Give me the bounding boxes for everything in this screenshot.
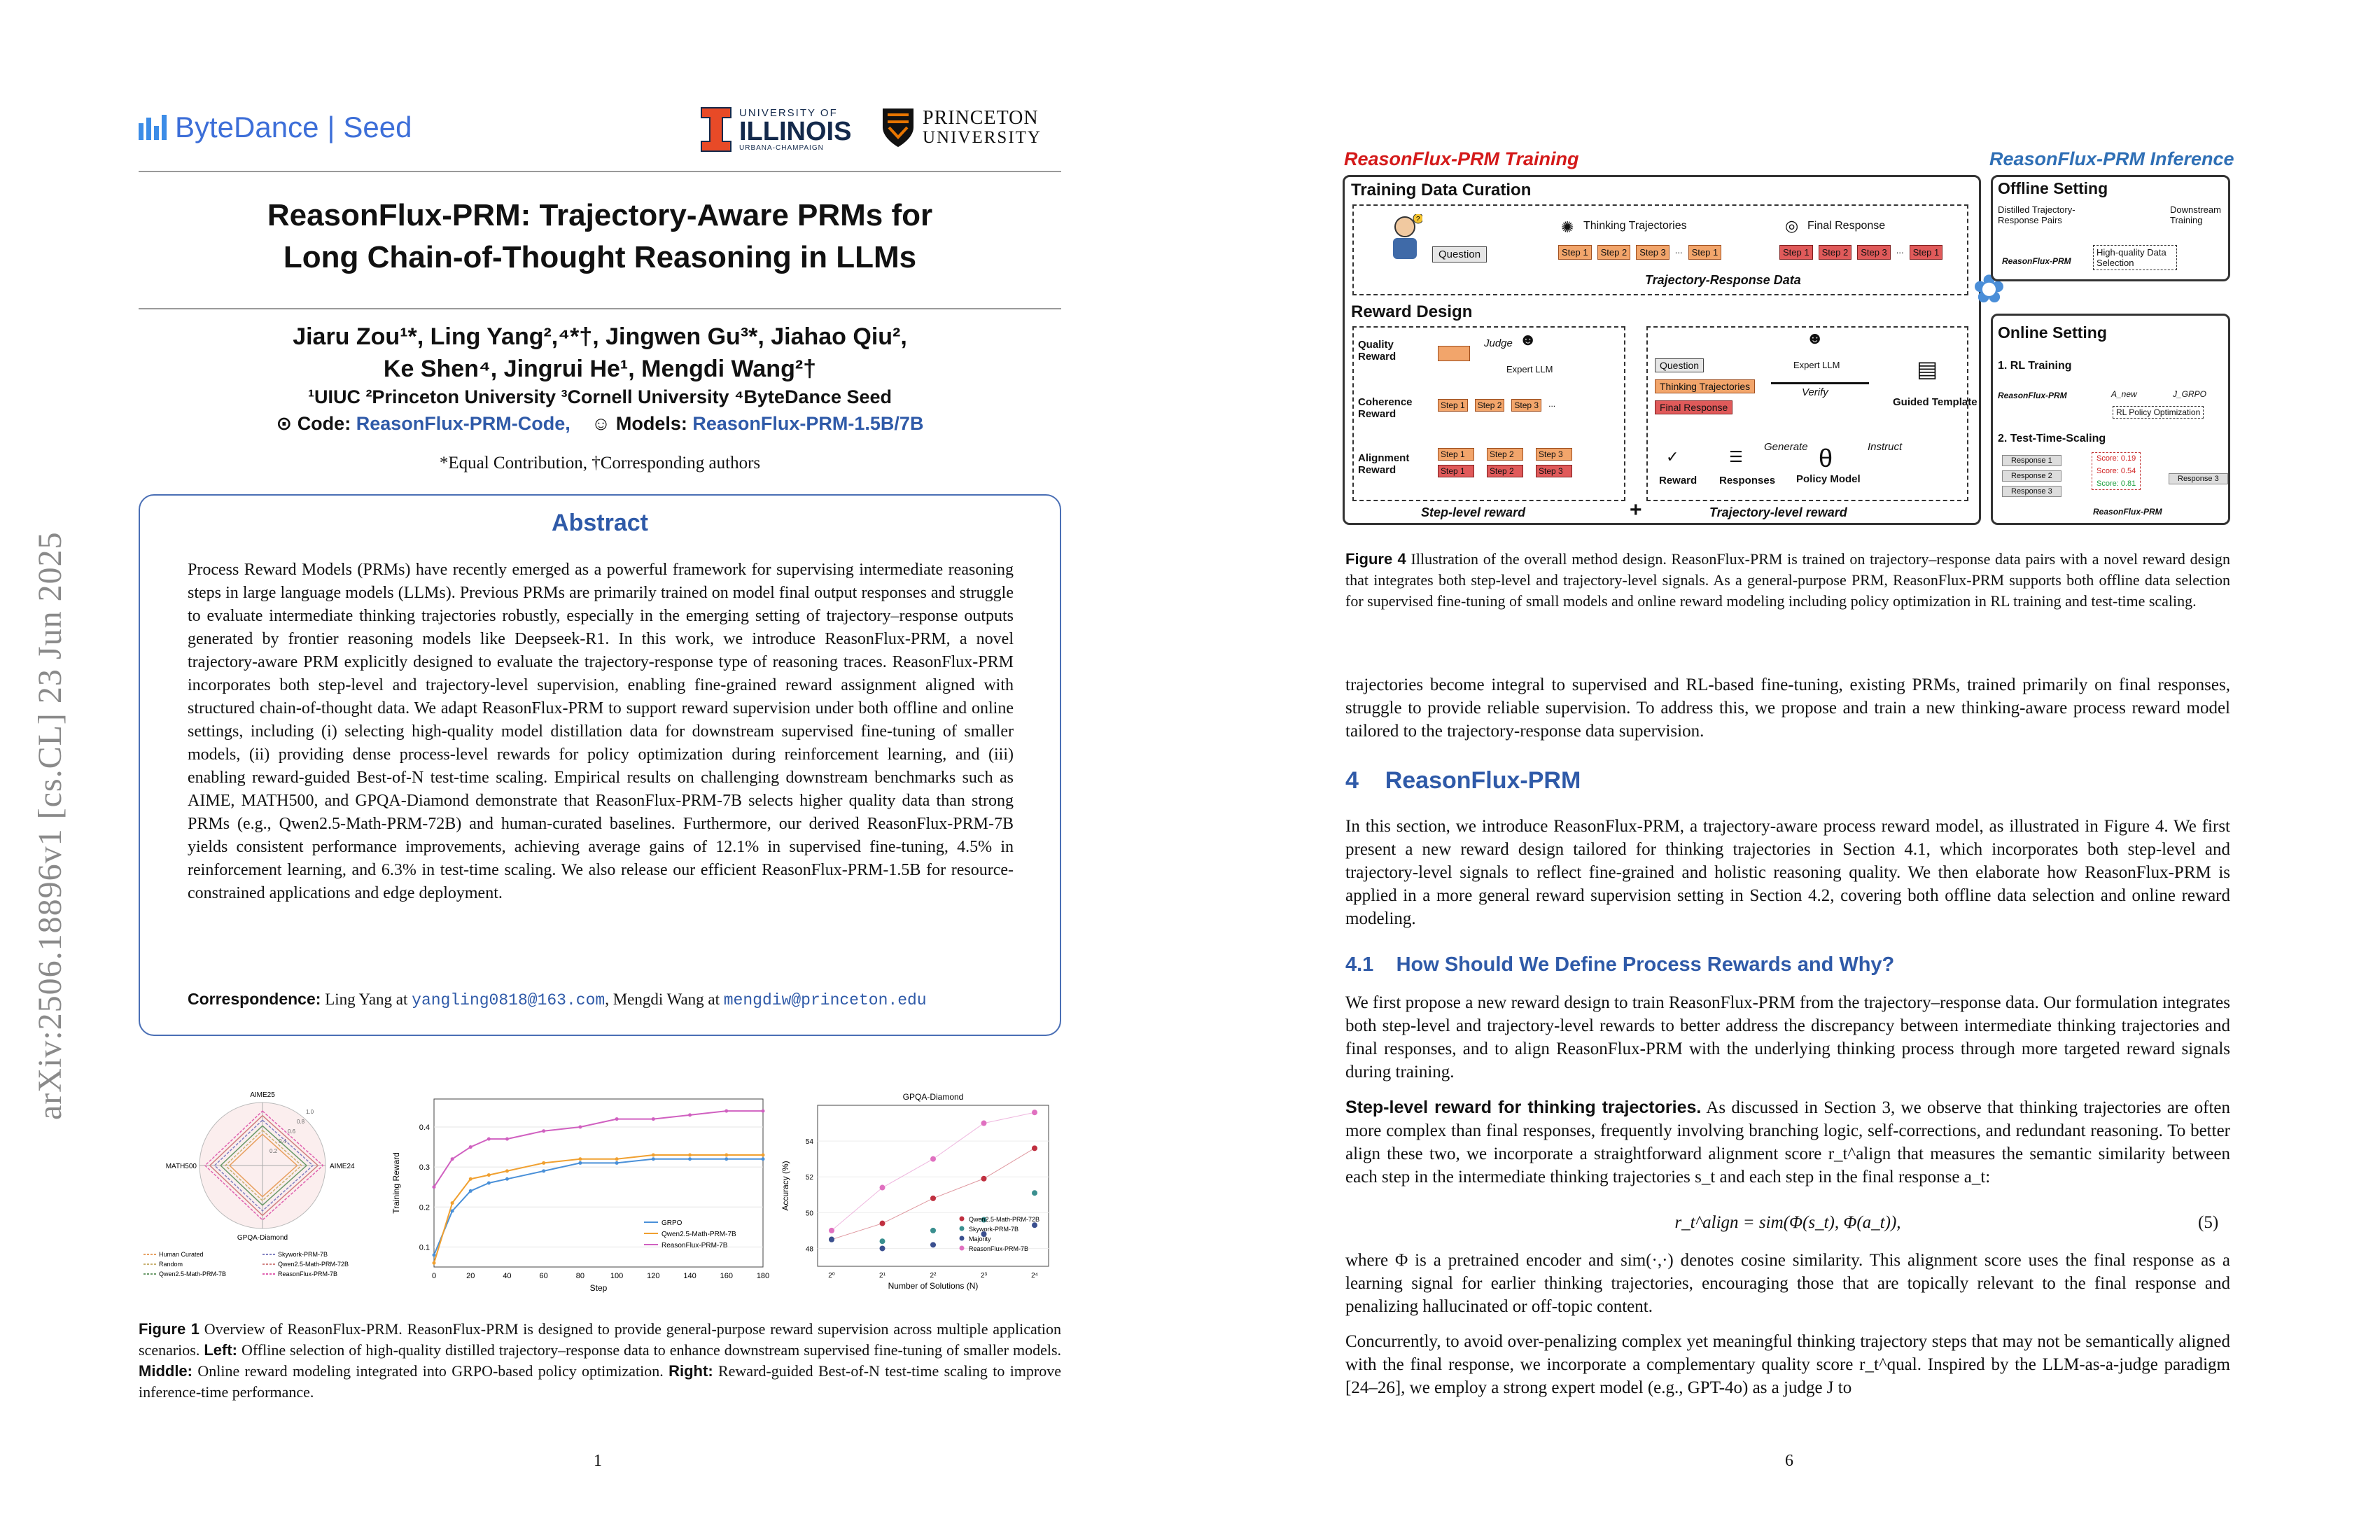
abstract-box [139, 494, 1061, 1036]
fig4-score-2: Score: 0.54 [2096, 467, 2136, 475]
coh-step-2: Step 2 [1475, 399, 1505, 412]
line-point [487, 1182, 491, 1185]
line-x-tick: 40 [503, 1272, 512, 1280]
resp-step-3: Step 3 [1857, 245, 1891, 260]
fig4-final-resp-2: Final Response [1655, 400, 1732, 414]
reward-icon: ✓ [1666, 448, 1679, 465]
gpqa-point [880, 1185, 886, 1191]
figure1-text: Overview of ReasonFlux-PRM. ReasonFlux-PRM is designed to provide general-purpose reward supervision across multiple application scenarios. [139, 1320, 1062, 1359]
fig4-offline-title: Offline Setting [1998, 179, 2108, 197]
line-y-label: Training Reward [391, 1152, 401, 1214]
fig4-judge: Judge [1484, 337, 1513, 349]
fig4-rl-policy-opt: RL Policy Optimization [2113, 406, 2204, 419]
line-point [688, 1113, 692, 1116]
line-point [469, 1189, 472, 1193]
fig4-response-1: Response 1 [2002, 455, 2062, 466]
gpqa-point [930, 1196, 936, 1201]
fig4-downstream: Downstream Training [2170, 204, 2221, 225]
line-point [542, 1129, 545, 1133]
line-y-tick: 0.3 [419, 1163, 430, 1172]
gpqa-point [981, 1176, 987, 1182]
arxiv-stamp: arXiv:2506.18896v1 [cs.CL] 23 Jun 2025 [31, 531, 69, 1120]
line-x-tick: 100 [610, 1272, 624, 1280]
equal-contribution-note: *Equal Contribution, †Corresponding authors [439, 454, 761, 472]
radar-legend-label: Human Curated [159, 1251, 204, 1258]
coh-step-3: Step 3 [1511, 399, 1541, 412]
fig4-rl-training: 1. RL Training [1998, 360, 2072, 372]
line-x-tick: 80 [575, 1272, 585, 1280]
gpqa-point [930, 1156, 936, 1162]
gpqa-legend-marker [960, 1226, 965, 1231]
abstract-title: Abstract [552, 510, 648, 536]
al-resp-2: Step 2 [1487, 465, 1523, 477]
al-resp-3: Step 3 [1536, 465, 1572, 477]
fig4-prm-rl: ReasonFlux-PRM [1998, 391, 2067, 400]
line-point [652, 1117, 655, 1121]
gpqa-y-label: Accuracy (%) [780, 1161, 790, 1211]
illinois-logo [700, 106, 851, 153]
princeton-sub: UNIVERSITY [923, 127, 1042, 147]
fig4-score-3: Score: 0.81 [2096, 479, 2136, 488]
al-resp-1: Step 1 [1438, 465, 1474, 477]
princeton-main: PRINCETON [923, 107, 1039, 130]
figure4-diagram [1190, 0, 2380, 546]
template-icon: ▤ [1917, 356, 1938, 382]
fig4-question-2: Question [1655, 358, 1704, 372]
line-x-tick: 60 [539, 1272, 548, 1280]
fig4-traj-resp-data: Trajectory-Response Data [1645, 273, 1801, 287]
figure4-text: Illustration of the overall method design. ReasonFlux-PRM is trained on trajectory–response data pairs with a novel reward design that integrates both step-level and trajectory-level signals. As a general-purpose PRM, ReasonFlux-PRM supports both offline data selection for supervised fine-tuning of small models and online reward modeling including policy optimization in RL training and test-time scaling. [1345, 550, 2231, 610]
equation-number: (5) [2198, 1213, 2219, 1232]
traj-steps [1558, 245, 1721, 260]
equation-5 [1345, 1211, 2230, 1234]
code-label: Code: [297, 413, 351, 434]
para-41: We first propose a new reward design to train ReasonFlux-PRM from the trajectory–response data. Our formulation integrates both step-level and trajectory-level rewards to better address the discrepancy between intermediate thinking trajectories and final responses, and to align ReasonFlux-PRM with the underlying thinking process through more targeted reward signals during training. [1345, 993, 2230, 1082]
line-point [542, 1161, 545, 1165]
abstract-text: Process Reward Models (PRMs) have recently emerged as a powerful framework for supervising intermediate reasoning steps in large language models (LLMs). Previous PRMs are primarily trained on model final output responses and struggle to evaluate intermediate thinking trajectories robustly, especially in the emerging setting of trajectory–response outputs generated by frontier reasoning models like Deepseek-R1. In this work, we introduce ReasonFlux-PRM, a novel trajectory-aware PRM explicitly designed to evaluate the trajectory-response type of reasoning traces. ReasonFlux-PRM incorporates both step-level and trajectory-level supervision, enabling fine-grained reward assignment aligned with structured chain-of-thought data. We adapt ReasonFlux-PRM to support reward supervision under both offline and online settings, including (i) selecting high-quality model distillation data for downstream supervised fine-tuning of smaller models, (ii) providing dense process-level rewards for policy optimization during reinforcement learning, and (iii) enabling reward-guided Best-of-N test-time scaling. Empirical results on challenging downstream benchmarks such as AIME, MATH500, and GPQA-Diamond demonstrate that ReasonFlux-PRM-7B selects higher quality data than strong PRMs (e.g., Qwen2.5-Math-PRM-72B) and human-curated baselines. Furthermore, our derived ReasonFlux-PRM-7B yields consistent performance improvements, achieving average gains of 12.1% in supervised fine-tuning, 4.5% in reinforcement learning, and 6.3% in test-time scaling. We also release our efficient ReasonFlux-PRM-1.5B for resource-constrained applications and edge deployment. [188, 561, 1014, 902]
line-point [762, 1110, 765, 1113]
para-steplevel [1345, 1096, 2230, 1189]
line-point [469, 1177, 472, 1181]
section-4-heading [1345, 767, 1581, 794]
gpqa-legend-label: Majority [969, 1236, 991, 1242]
fig4-response-2: Response 2 [2002, 470, 2062, 482]
fig4-coherence-reward: Coherence Reward [1358, 396, 1413, 420]
line-legend-label: GRPO [662, 1219, 682, 1227]
traj-step-n: Step 1 [1688, 245, 1722, 260]
figure1-label: Figure 1 [139, 1320, 200, 1338]
resp-steps [1779, 245, 1942, 260]
gpqa-x-tick: 2³ [981, 1272, 987, 1280]
radar-tick-label: 0.2 [270, 1148, 278, 1154]
sec4-num: 4 [1345, 767, 1359, 794]
line-point [451, 1210, 454, 1213]
gpqa-point [829, 1237, 834, 1242]
radar-tick-label: 0.4 [279, 1138, 287, 1144]
fig4-instruct: Instruct [1868, 441, 1903, 453]
gpqa-point [880, 1245, 886, 1251]
fig4-guided-template: Guided Template [1893, 396, 1977, 408]
line-point [578, 1126, 582, 1129]
illinois-sub: URBANA-CHAMPAIGN [739, 144, 824, 152]
para-intro: trajectories become integral to supervised and RL-based fine-tuning, existing PRMs, trained primarily on final responses, struggle to provide reliable supervision. To address this, we propose and train a new thinking-aware process reward model tailored to the trajectory-response data supervision. [1345, 676, 2230, 741]
resp-dots: ... [1896, 245, 1904, 255]
brain-icon: ✺ [1561, 218, 1574, 236]
fig4-policy-model: Policy Model [1796, 473, 1861, 485]
title-rule [139, 308, 1061, 309]
fig4-prm-offline: ReasonFlux-PRM [2002, 256, 2071, 266]
fig4-score-1: Score: 0.19 [2096, 454, 2136, 463]
line-point [652, 1157, 655, 1161]
line-x-tick: 180 [756, 1272, 770, 1280]
fig4-responses: Responses [1719, 475, 1776, 486]
fig4-prm-tts: ReasonFlux-PRM [2093, 507, 2162, 517]
line-point [762, 1154, 765, 1157]
gpqa-point [1032, 1222, 1037, 1228]
steplevel-heading: Step-level reward for thinking trajectories. [1345, 1098, 1702, 1117]
line-x-tick: 0 [431, 1272, 437, 1280]
line-point [724, 1157, 728, 1161]
radar-legend-label: Random [159, 1261, 183, 1268]
line-point [451, 1157, 454, 1161]
fig4-expert-llm-2: Expert LLM [1793, 360, 1840, 370]
gpqa-legend-label: Skywork-PRM-7B [969, 1226, 1019, 1233]
line-point [652, 1154, 655, 1157]
bytedance-bars-icon [139, 113, 169, 141]
expert-icon-2: ☻ [1806, 329, 1824, 348]
line-point [451, 1201, 454, 1205]
fig4-reward-design: Reward Design [1351, 302, 1473, 321]
authors [139, 321, 1061, 385]
corr-name-1: Ling Yang at [325, 990, 408, 1008]
fig4-a-new: A_new [2111, 389, 2137, 399]
line-legend-label: ReasonFlux-PRM-7B [662, 1242, 728, 1250]
affiliations: ¹UIUC ²Princeton University ³Cornell University ⁴ByteDance Seed [307, 386, 892, 407]
fig4-final-resp: Final Response [1807, 220, 1886, 232]
fig4-response-out: Response 3 [2169, 473, 2228, 484]
sec41-num: 4.1 [1345, 953, 1374, 976]
gpqa-x-tick: 2⁴ [1031, 1272, 1038, 1280]
gpqa-point [1032, 1145, 1037, 1151]
fig4-question: Question [1432, 246, 1487, 262]
line-point [724, 1154, 728, 1157]
svg-text:?: ? [1416, 216, 1420, 223]
traj-step-2: Step 2 [1597, 245, 1631, 260]
paper-title [139, 195, 1061, 279]
line-x-tick: 120 [647, 1272, 660, 1280]
title-line-2: Long Chain-of-Thought Reasoning in LLMs [283, 240, 917, 274]
line-point [688, 1157, 692, 1161]
resp-step-1: Step 1 [1779, 245, 1813, 260]
line-y-tick: 0.1 [419, 1243, 430, 1252]
line-point [487, 1138, 491, 1141]
authors-line-2: Ke Shen⁴, Jingrui He¹, Mengdi Wang²† [383, 356, 817, 382]
gpqa-legend-marker [960, 1246, 965, 1251]
line-point [469, 1145, 472, 1149]
gpqa-legend-label: Qwen2.5-Math-PRM-72B [969, 1216, 1040, 1223]
figure4-caption [1345, 549, 2230, 612]
radar-legend-label: Skywork-PRM-7B [278, 1251, 328, 1258]
section-41-heading [1345, 953, 1894, 976]
line-legend-label: Qwen2.5-Math-PRM-7B [662, 1231, 736, 1238]
line-point [433, 1185, 436, 1189]
fig4-tts: 2. Test-Time-Scaling [1998, 433, 2106, 444]
corr-name-2: , Mengdi Wang at [605, 990, 720, 1008]
alignment-steps [1438, 448, 1572, 477]
radar-axis-label: AIME24 [330, 1163, 355, 1170]
line-point [542, 1169, 545, 1172]
models-link[interactable]: ReasonFlux-PRM-1.5B/7B [692, 413, 924, 434]
fig4-traj-level-reward: Trajectory-level reward [1709, 505, 1847, 519]
fig4-theta: θ [1819, 444, 1833, 472]
figure4-label: Figure 4 [1345, 550, 1406, 568]
steplevel-text: As discussed in Section 3, we observe that thinking trajectories are often more complex than final responses, frequently involving branching logic, self-corrections, and redundant reasoning. To better align these two, we incorporate a straightforward alignment score r_t^align that measures the semantic similarity between each step in the intermediate thinking trajectories s_t and each step in the final response a_t: [1345, 1098, 2230, 1186]
expert-icon-1: ☻ [1519, 330, 1537, 349]
fig4-thinking-traj-2: Thinking Trajectories [1655, 379, 1755, 393]
line-x-tick: 160 [720, 1272, 733, 1280]
fig4-distilled-pairs: Distilled Trajectory-Response Pairs [1998, 204, 2076, 225]
radar-axis-label: AIME25 [250, 1091, 275, 1099]
title-line-1: ReasonFlux-PRM: Trajectory-Aware PRMs for [267, 198, 933, 232]
fig4-reward: Reward [1659, 475, 1698, 486]
corr-email-1[interactable]: yangling0818@163.com [412, 991, 606, 1009]
gpqa-x-label: Number of Solutions (N) [888, 1281, 979, 1291]
traj-dots: ... [1674, 245, 1683, 255]
figure1-left-text: Offline selection of high-quality distilled trajectory–response data to enhance downstream supervised fine-tuning of smaller models. [241, 1341, 1062, 1359]
traj-step-1: Step 1 [1558, 245, 1592, 260]
fig4-response-3: Response 3 [2002, 486, 2062, 497]
corr-email-2[interactable]: mengdiw@princeton.edu [723, 991, 927, 1009]
illinois-top: UNIVERSITY OF [739, 106, 838, 119]
fig4-data-curation: Training Data Curation [1351, 181, 1532, 200]
fig4-training-title: ReasonFlux-PRM Training [1344, 148, 1579, 169]
figure1-middle-text: Online reward modeling integrated into GRPO-based policy optimization. [197, 1362, 664, 1380]
line-x-label: Step [589, 1283, 608, 1293]
line-point [724, 1110, 728, 1113]
quality-step-box [1438, 346, 1470, 361]
sec4-title: ReasonFlux-PRM [1385, 767, 1581, 794]
princeton-shield-icon [881, 106, 916, 148]
gpqa-point [1032, 1110, 1037, 1115]
gpqa-point [981, 1121, 987, 1126]
para-where: where Φ is a pretrained encoder and sim(·,·) denotes cosine similarity. This alignment score uses the final response as a learning signal for earlier thinking trajectories, encouraging those that are topically relevant to the final response and penalizing hallucinated or off-topic content. [1345, 1251, 2230, 1316]
bytedance-wordmark: ByteDance [175, 111, 319, 144]
coh-step-1: Step 1 [1438, 399, 1468, 412]
verify-arrow [1771, 382, 1869, 384]
equation-body: r_t^align = sim(Φ(s_t), Φ(a_t)), [1674, 1213, 1901, 1232]
gpqa-legend-label: ReasonFlux-PRM-7B [969, 1245, 1029, 1252]
resp-step-n: Step 1 [1910, 245, 1943, 260]
figure1-middle-label: Middle: [139, 1362, 192, 1380]
gpqa-y-tick: 48 [805, 1245, 813, 1254]
line-y-tick: 0.2 [419, 1203, 430, 1212]
radar-legend-label: Qwen2.5-Math-PRM-72B [278, 1261, 349, 1268]
radar-chart [136, 1078, 388, 1309]
links-row [139, 413, 1061, 435]
seed-wordmark: Seed [343, 111, 412, 144]
radar-tick-label: 0.8 [297, 1119, 305, 1125]
line-point [615, 1161, 619, 1165]
fig4-verify: Verify [1802, 386, 1828, 398]
al-traj-2: Step 2 [1487, 448, 1523, 461]
coh-dots: ... [1548, 399, 1556, 409]
models-label: Models: [615, 413, 687, 434]
radar-tick-label: 0.6 [288, 1128, 296, 1135]
gpqa-point [880, 1238, 886, 1244]
line-point [615, 1157, 619, 1161]
illinois-block-i-icon [700, 106, 732, 153]
gpqa-point [880, 1221, 886, 1226]
target-icon: ◎ [1785, 217, 1799, 234]
gpqa-x-tick: 2¹ [879, 1272, 886, 1280]
huggingface-icon: ☺ [591, 413, 611, 434]
illinois-main: ILLINOIS [739, 116, 852, 146]
line-point [433, 1261, 436, 1265]
code-link[interactable]: ReasonFlux-PRM-Code, [356, 413, 570, 434]
github-icon: ⊙ [276, 413, 293, 434]
gpqa-x-tick: 2² [930, 1272, 937, 1280]
traj-step-3: Step 3 [1636, 245, 1670, 260]
gpqa-point [1032, 1190, 1037, 1196]
header-rule [139, 171, 1061, 172]
fig4-scores [2092, 452, 2141, 490]
figure1-right-label: Right: [668, 1362, 713, 1380]
radar-legend-label: Qwen2.5-Math-PRM-7B [159, 1270, 227, 1278]
line-point [505, 1177, 509, 1181]
responses-icon: ☰ [1729, 448, 1743, 465]
page-number-left: 1 [594, 1452, 602, 1470]
gpqa-point [930, 1228, 936, 1233]
line-point [433, 1253, 436, 1256]
line-point [505, 1169, 509, 1172]
line-point [762, 1157, 765, 1161]
fig4-generate: Generate [1764, 441, 1808, 453]
fig4-plus: + [1630, 498, 1642, 522]
radar-axis-label: MATH500 [165, 1163, 197, 1170]
fig4-responses-list [2002, 455, 2062, 497]
page-number-right: 6 [1785, 1452, 1793, 1470]
al-traj-1: Step 1 [1438, 448, 1474, 461]
bytedance-logo [139, 111, 412, 144]
gpqa-point [930, 1242, 936, 1247]
figure1-right-text: Reward-guided Best-of-N test-time scaling to improve inference-time performance. [139, 1362, 1062, 1401]
line-point [578, 1157, 582, 1161]
al-traj-3: Step 3 [1536, 448, 1572, 461]
person-icon [1387, 214, 1422, 256]
fig4-hq-selection: High-quality Data Selection [2093, 245, 2177, 270]
line-point [487, 1173, 491, 1177]
fig4-online-title: Online Setting [1998, 323, 2107, 342]
radar-legend-label: ReasonFlux-PRM-7B [278, 1270, 338, 1278]
figure1-caption [139, 1319, 1061, 1403]
gpqa-legend-marker [960, 1236, 965, 1241]
gpqa-y-tick: 52 [805, 1174, 813, 1182]
correspondence [188, 990, 927, 1009]
network-brain-icon: ✿ [1973, 267, 2005, 311]
page-6 [1190, 0, 2380, 1540]
sec41-title: How Should We Define Process Rewards and Why? [1396, 953, 1895, 976]
coherence-steps [1438, 399, 1555, 412]
fig4-thinking-traj: Thinking Trajectories [1583, 220, 1687, 232]
fig4-expert-llm-1: Expert LLM [1506, 364, 1553, 374]
gpqa-point [829, 1228, 834, 1233]
gpqa-x-tick: 2⁰ [828, 1272, 835, 1280]
radar-tick-label: 1.0 [306, 1109, 314, 1115]
gpqa-title: GPQA-Diamond [902, 1092, 964, 1102]
line-point [615, 1117, 619, 1121]
training-reward-chart [385, 1092, 777, 1309]
line-point [578, 1161, 582, 1165]
fig4-quality-reward: Quality Reward [1358, 339, 1396, 363]
resp-step-2: Step 2 [1819, 245, 1852, 260]
authors-line-1: Jiaru Zou¹*, Ling Yang²,⁴*†, Jingwen Gu³*, Jiahao Qiu², [293, 323, 907, 350]
gpqa-chart [776, 1088, 1063, 1306]
radar-axis-label: GPQA-Diamond [237, 1234, 288, 1242]
line-x-tick: 140 [683, 1272, 696, 1280]
para-sec4: In this section, we introduce ReasonFlux-PRM, a trajectory-aware process reward model, as illustrated in Figure 4. We first present a new reward design tailored for thinking trajectories in Section 4.1, which incorporates both step-level and trajectory-level signals to reflect fine-grained and holistic reasoning quality. We then elaborate how ReasonFlux-PRM is applied in a more general reward supervision setting in Section 4.2, covering both offline data selection and online reward modeling. [1345, 817, 2230, 928]
figure1-left-label: Left: [204, 1341, 237, 1359]
fig4-alignment-reward: Alignment Reward [1358, 452, 1410, 476]
fig4-step-level-reward: Step-level reward [1421, 505, 1526, 519]
gpqa-y-tick: 54 [805, 1138, 813, 1147]
fig4-inference-title: ReasonFlux-PRM Inference [1989, 148, 2234, 169]
line-y-tick: 0.4 [419, 1124, 430, 1132]
princeton-logo [881, 106, 1042, 148]
logo-divider: | [327, 111, 335, 144]
line-point [505, 1138, 509, 1141]
line-x-tick: 20 [466, 1272, 475, 1280]
fig4-j-grpo: J_GRPO [2173, 389, 2207, 399]
gpqa-y-tick: 50 [805, 1210, 813, 1218]
gpqa-legend-marker [960, 1217, 965, 1222]
para-concurrently: Concurrently, to avoid over-penalizing complex yet meaningful thinking trajectory steps that may not be semantically aligned with the final response, we incorporate a complementary quality score r_t^qual. Inspired by the LLM-as-a-judge paradigm [24–26], we employ a strong expert model (e.g., GPT-4o) as a judge J to [1345, 1332, 2230, 1397]
correspondence-label: Correspondence: [188, 990, 321, 1008]
line-point [688, 1154, 692, 1157]
